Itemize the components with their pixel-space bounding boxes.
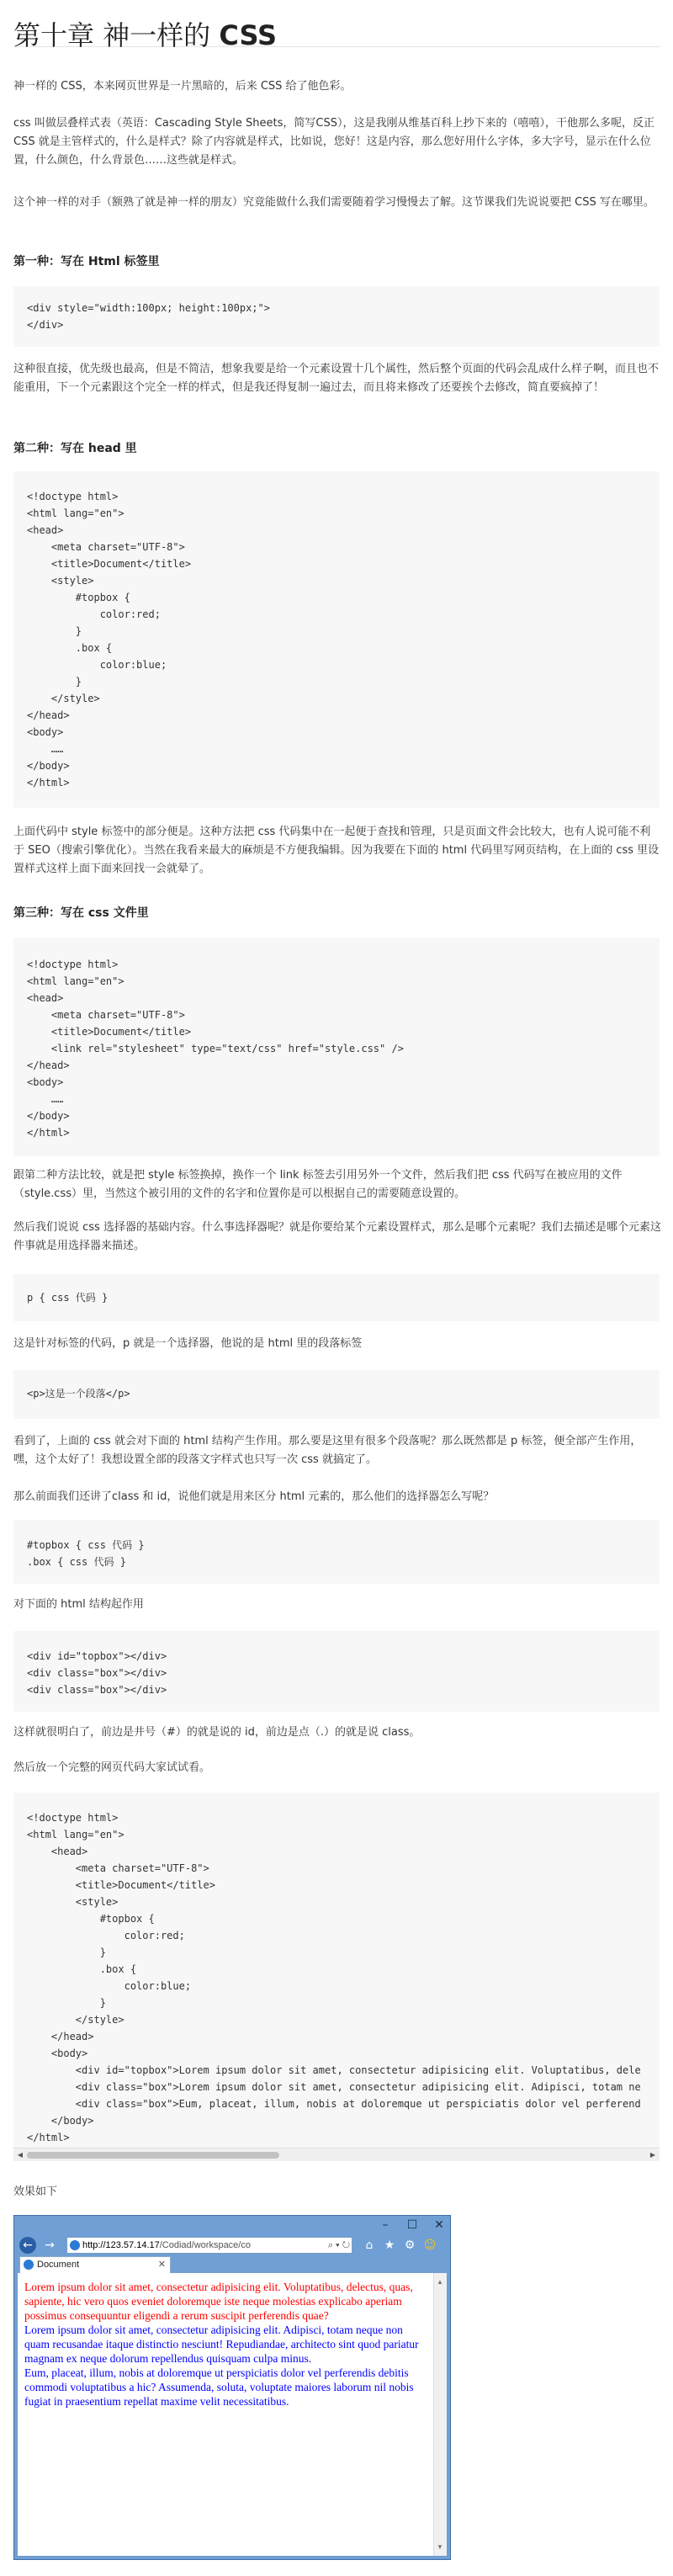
selector-intro-paragraph: 然后我们说说 css 选择器的基础内容。什么事选择器呢？就是你要给某个元素设置样式，那么是哪个元素呢？我们去描述是哪个元素这件事就是用选择器来描述。 (13, 1221, 661, 1252)
ie-icon (70, 2240, 80, 2250)
link-css-paragraph: 跟第二种方法比较，就是把 style 标签换掉，换作一个 link 标签去引用另外一个文件，然后我们把 css 代码写在被应用的文件（style.css）里，当然这个被引用的文件的名字和位置你是可以根据自己的需要随意设置的。 (13, 1169, 623, 1200)
browser-content (18, 2273, 447, 2556)
heading-method-2: 第二种：写在 head 里 (13, 442, 137, 455)
result-label: 效果如下 (13, 2186, 58, 2198)
scroll-thumb[interactable] (27, 2152, 279, 2159)
code-block-link-css: <!doctype html> <html lang="en"> <head> <meta charset="UTF-8"> <title>Document</title> <link rel="stylesheet" type="text/css" href="style.css" /> </head> <body> …… </body> </html> (13, 937, 660, 1156)
browser-vertical-scrollbar[interactable] (433, 2273, 447, 2556)
home-icon[interactable]: ⌂ (365, 2239, 374, 2252)
settings-icon[interactable]: ⚙ (404, 2239, 416, 2252)
heading-method-3: 第三种：写在 css 文件里 (13, 906, 149, 920)
scroll-down-icon[interactable]: ▼ (437, 2543, 443, 2551)
back-icon[interactable]: ← (19, 2237, 36, 2254)
address-bar[interactable] (66, 2237, 352, 2254)
maximize-icon[interactable]: ☐ (406, 2218, 418, 2232)
scroll-right-icon[interactable]: ▶ (649, 2151, 656, 2159)
tag-selector-paragraph: 这是针对标签的代码，p 就是一个选择器，他说的是 html 里的段落标签 (13, 1337, 363, 1350)
applies-to-paragraph: 对下面的 html 结构起作用 (13, 1598, 144, 1611)
browser-tab[interactable] (19, 2256, 171, 2273)
tab-close-icon[interactable]: ✕ (157, 2260, 166, 2270)
tab-title: Document (37, 2260, 80, 2270)
code-block-html-structure: <div id="topbox"></div> <div class="box"></div> <div class="box"></div> (13, 1631, 660, 1712)
code-block-id-class-selectors: #topbox { css 代码 } .box { css 代码 } (13, 1520, 660, 1584)
code-block-inline-style: <div style="width:100px; height:100px;"> </div> (13, 286, 660, 347)
topbox-text: Lorem ipsum dolor sit amet, consectetur adipisicing elit. Voluptatibus, delectus, quas, sapiente, hic vero quos eveniet doloremque iste neque molestias explicabo aperiam possimus consequuntur eligendi a rerum suscipit perferendis quae? (24, 2281, 413, 2322)
favorites-icon[interactable]: ★ (384, 2239, 395, 2252)
box-text-1: Lorem ipsum dolor sit amet, consectetur adipisicing elit. Adipisci, totam neque non quam recusandae itaque distinctio nesciunt! Repudiandae, architecto sint quod pariatur magnam ex neque dolorum repellendus quisquam culpa minus. (24, 2324, 419, 2365)
address-host: http://123.57.14.17 (82, 2240, 160, 2250)
browser-navbar (14, 2234, 450, 2256)
code-block-p-selector: p { css 代码 } (13, 1274, 660, 1321)
heading-method-1: 第一种：写在 Html 标签里 (13, 255, 160, 268)
address-path: /Codiad/workspace/co (159, 2240, 251, 2250)
article (0, 0, 673, 51)
browser-screenshot (13, 2215, 451, 2560)
scroll-up-icon[interactable]: ▲ (437, 2278, 443, 2286)
hash-dot-paragraph: 这样就很明白了，前边是井号（#）的就是说的 id，前边是点（.）的就是说 class。 (13, 1726, 421, 1739)
head-style-paragraph: 上面代码中 style 标签中的部分便是。这种方法把 css 代码集中在一起便于查找和管理，只是页面文件会比较大，也有人说可能不利于 SEO（搜索引擎优化）。当然在我看来最大的麻烦是不方便我编辑。因为我要在下面的 html 代码里写网页结构，在上面的 css 里设置样式这样上面下面来回找一会就晕了。 (13, 826, 660, 875)
chapter-title-css: CSS (219, 19, 278, 51)
browser-tabbar (14, 2256, 450, 2273)
inline-style-paragraph: 这种很直接，优先级也最高，但是不简洁，想象我要是给一个元素设置十几个属性，然后整个页面的代码会乱成什么样子啊，而且也不能重用，下一个元素跟这个完全一样的样式，但是我还得复制一遍过去，而且将来修改了还要挨个去修改，简直要疯掉了！ (13, 363, 660, 394)
where-to-write-paragraph: 这个神一样的对手（额熟了就是神一样的朋友）究竟能做什么我们需要随着学习慢慢去了解。这节课我们先说说要把 CSS 写在哪里。 (13, 196, 654, 209)
minimize-icon[interactable]: – (382, 2218, 389, 2232)
css-definition-paragraph: css 叫做层叠样式表（英语：Cascading Style Sheets，简写CSS），这是我刚从维基百科上抄下来的（嘻嘻），干他那么多呢，反正 CSS 就是主管样式的，什么是样式？除了内容就是样式，比如说，您好！这是内容，那么您好用什么字体，多大字号，显示在什么位置，什么颜色，什么背景色……这些就是样式。 (13, 117, 654, 167)
p-effect-paragraph: 看到了，上面的 css 就会对下面的 html 结构产生作用。那么要是这里有很多个段落呢？那么既然都是 p 标签，便全部产生作用，嘿，这个太好了！我想设置全部的段落文字样式也只写一次 css 就搞定了。 (13, 1435, 642, 1466)
tab-favicon-icon (24, 2260, 34, 2270)
scroll-left-icon[interactable]: ◀ (17, 2151, 24, 2159)
forward-icon[interactable]: → (45, 2239, 55, 2252)
box-text-2: Eum, placeat, illum, nobis at doloremque ut perspiciatis dolor vel perferendis debitis commodi voluptatibus a hic? Assumenda, soluta, voluptate maiores laborum nil nobis fugiat in praesentium repellat maxime velit necessitatibus. (24, 2366, 414, 2408)
code-block-p-tag: <p>这是一个段落</p> (13, 1370, 660, 1419)
full-example-paragraph: 然后放一个完整的网页代码大家试试看。 (13, 1761, 211, 1774)
chapter-title (13, 0, 660, 51)
code-horizontal-scrollbar[interactable] (13, 2148, 660, 2161)
close-icon[interactable]: ✕ (434, 2218, 444, 2232)
intro-paragraph: 神一样的 CSS，本来网页世界是一片黑暗的，后来 CSS 给了他色彩。 (13, 80, 352, 93)
browser-titlebar (14, 2216, 450, 2234)
code-block-head-style: <!doctype html> <html lang="en"> <head> <meta charset="UTF-8"> <title>Document</title> <style> #topbox { color:red; } .box { color:blue; } </style> </head> <body> …… </body> </html> (13, 471, 660, 808)
address-tools-icon[interactable]: ⌕ ▾ ↻ (327, 2240, 350, 2250)
code-block-full-page: <!doctype html> <html lang="en"> <head> <meta charset="UTF-8"> <title>Document</title> <style> #topbox { color:red; } .box { color:blue; } </style> </head> <body> <div id="topbox">Lorem ipsum dolor sit amet, consectetur adipisicing elit. Voluptatibus, dele <div class="box">Lorem ipsum dolor sit amet, consectetur adipisicing elit. Adipisci, totam ne <div class="box">Eum, placeat, illum, nobis at doloremque ut perspiciatis dolor vel perferend </body> </html> (13, 1793, 660, 2148)
chapter-title-prefix: 第十章 神一样的 (13, 19, 211, 51)
class-id-paragraph: 那么前面我们还讲了class 和 id，说他们就是用来区分 html 元素的，那么他们的选择器怎么写呢？ (13, 1490, 495, 1503)
smiley-icon[interactable]: ☺ (423, 2239, 437, 2252)
